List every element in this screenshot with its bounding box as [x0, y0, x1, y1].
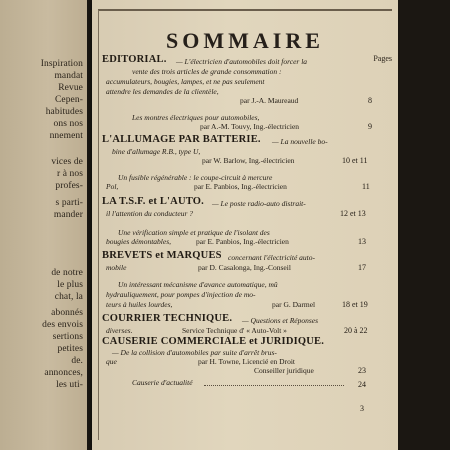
allumage-item2-author: par E. Panbios, Ing.-électricien: [194, 182, 287, 191]
brevets-item2: Un intéressant mécanisme d'avance automatique, mû: [118, 280, 278, 289]
left-text-line: Revue: [58, 83, 83, 93]
tsf-page: 12 et 13: [340, 209, 366, 218]
pages-column-label: Pages: [373, 54, 392, 63]
causerie-author-title: Conseiller juridique: [254, 366, 314, 375]
brevets-page: 17: [358, 263, 366, 272]
left-text-line: abonnés: [51, 308, 83, 318]
left-text-line: chat, la: [54, 292, 83, 302]
causerie-item2-page: 24: [358, 380, 366, 389]
allumage-item2-page: 11: [362, 182, 370, 191]
left-text-line: mandat: [54, 71, 83, 81]
causerie-page: 23: [358, 366, 366, 375]
left-text-line: le plus: [57, 280, 83, 290]
folio-number: 3: [360, 404, 364, 413]
editorial-line: attendre les demandes de la clientèle,: [106, 87, 219, 96]
left-text-line: vices de: [51, 157, 83, 167]
brevets-heading: BREVETS et MARQUES: [102, 250, 222, 261]
courrier-line: — Questions et Réponses: [242, 316, 319, 325]
brevets-line: mobile: [106, 263, 127, 272]
sommaire-page: [92, 0, 398, 450]
causerie-heading: CAUSERIE COMMERCIALE et JURIDIQUE.: [102, 336, 325, 347]
tsf-line: — Le poste radio-auto distrait-: [212, 199, 306, 208]
left-text-line: petites: [57, 344, 83, 354]
brevets-item2: teurs à huiles lourdes,: [106, 300, 173, 309]
editorial-line: vente des trois articles de grande consommation :: [132, 67, 282, 76]
allumage-item2: Un fusible régénérable : le coupe-circuit à mercure: [118, 173, 273, 182]
causerie-line: — De la collision d'automobiles par suite d'arrêt brus-: [112, 348, 277, 357]
allumage-page: 10 et 11: [342, 156, 368, 165]
tsf-item2-author: par E. Panbios, Ing.-électricien: [196, 237, 289, 246]
left-text-line: les uti-: [56, 380, 83, 390]
courrier-line: diverses.: [106, 326, 133, 335]
editorial-item2-author: par A.-M. Touvy, Ing.-électricien: [200, 122, 300, 131]
left-text-line: nnement: [49, 131, 83, 141]
left-rule: [98, 10, 99, 440]
allumage-heading: L'ALLUMAGE PAR BATTERIE.: [102, 134, 261, 145]
causerie-item2: Causerie d'actualité: [132, 378, 193, 387]
editorial-line: accumulateurs, bougies, lampes, et ne pas seulement: [106, 77, 265, 86]
editorial-author: par J.-A. Maureaud: [240, 96, 299, 105]
tsf-line: il l'attention du conducteur ?: [106, 209, 194, 218]
brevets-line: concernant l'électricité auto-: [228, 253, 315, 262]
tsf-item2-page: 13: [358, 237, 366, 246]
tsf-item2: bougies démontables,: [106, 237, 171, 246]
left-text-line: profes-: [55, 181, 83, 191]
left-text-line: r à nos: [56, 169, 83, 179]
allumage-author: par W. Barlow, Ing.-électricien: [202, 156, 295, 165]
editorial-item2: Les montres électriques pour automobiles,: [132, 113, 260, 122]
leader-dots: [204, 385, 344, 386]
left-text-line: s parti-: [55, 198, 83, 208]
courrier-page: 20 à 22: [344, 326, 368, 335]
editorial-line: — L'électricien d'automobiles doit forcer la: [176, 57, 308, 66]
allumage-item2: Pol,: [106, 182, 119, 191]
editorial-page: 8: [368, 96, 372, 105]
courrier-service: Service Technique d' « Auto-Volt »: [182, 326, 287, 335]
left-text-line: des envois: [42, 320, 83, 330]
causerie-author: par H. Towne, Licencié en Droit: [198, 357, 296, 366]
page-title: SOMMAIRE: [166, 28, 324, 53]
brevets-item2-author: par G. Darmel: [272, 300, 316, 309]
tsf-heading: LA T.S.F. et L'AUTO.: [102, 196, 204, 207]
left-text-line: Cepen-: [54, 95, 83, 105]
courrier-heading: COURRIER TECHNIQUE.: [102, 313, 233, 324]
brevets-author: par D. Casalonga, Ing.-Conseil: [198, 263, 291, 272]
left-text-line: de.: [71, 356, 83, 366]
left-text-line: de notre: [51, 268, 83, 278]
causerie-line: que: [106, 357, 117, 366]
tsf-item2: Une vérification simple et pratique de l'isolant des: [118, 228, 270, 237]
editorial-item2-page: 9: [368, 122, 372, 131]
left-text-line: mander: [53, 210, 83, 220]
left-text-line: sertions: [52, 332, 83, 342]
left-text-line: Inspiration: [40, 59, 83, 69]
left-text-line: annonces,: [44, 368, 83, 378]
brevets-item2-page: 18 et 19: [342, 300, 368, 309]
top-rule: [98, 9, 392, 11]
allumage-line: — La nouvelle bo-: [272, 137, 328, 146]
editorial-heading: EDITORIAL.: [102, 54, 167, 65]
left-text-line: ons nos: [53, 119, 83, 129]
left-page-fragment: [0, 0, 87, 450]
allumage-line: bine d'allumage R.B., type U,: [112, 147, 201, 156]
brevets-item2: hydrauliquement, pour pompes d'injection de mo-: [106, 290, 256, 299]
left-text-line: habitudes: [45, 107, 83, 117]
